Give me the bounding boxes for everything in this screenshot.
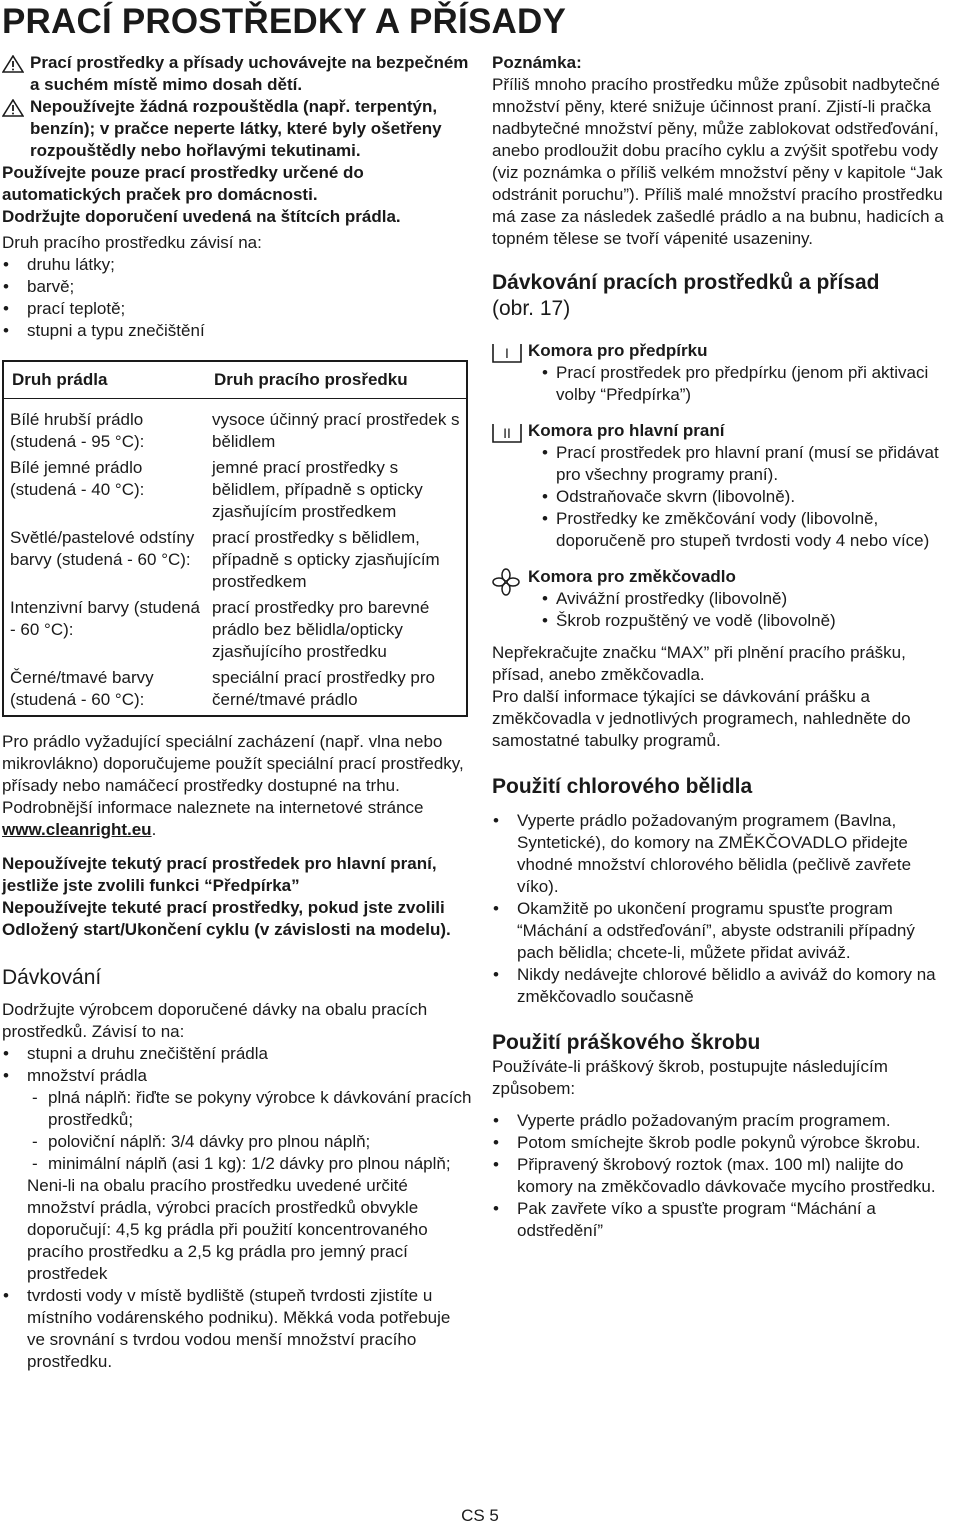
dosing-note: Neni-li na obalu pracího prostředku uvedené určité množství prádla, výrobci pracích prostředků obvykle doporučují: 4,5 kg prádla při použití koncentrovaného pracího prostředku a 2,5 kg prádla pro jemný prací prostředek — [27, 1176, 428, 1283]
list-item — [2, 1065, 472, 1087]
table-cell-laundry: Světlé/pastelové odstíny barvy (studená - 60 °C): — [10, 528, 195, 569]
warning-liquid-delay: Nepoužívejte tekuté prací prostředky, pokud jste zvolili Odložený start/Ukončení cyklu (v závislosti na modelu). — [2, 898, 451, 939]
table-header-row — [3, 361, 467, 399]
dosage-heading-text: Dávkování pracích prostředků a přísad — [492, 271, 880, 294]
svg-text:I: I — [505, 345, 509, 361]
list-item: - plná náplň: řiďte se pokyny výrobce k dávkování pracích prostředků; — [29, 1087, 472, 1131]
max-mark-text: Nepřekračujte značku “MAX” při plnění pracího prášku, přísad, anebo změkčovadla. — [492, 643, 906, 684]
right-column — [492, 52, 954, 1242]
special-care-text: Pro prádlo vyžadující speciální zacházení (např. vlna nebo mikrovlákno) doporučujeme použít speciální prací prostředky, přísady nebo namáčecí prostředky dostupné na trhu. — [2, 732, 464, 795]
warning-solvents-text: Nepoužívejte žádná rozpouštědla (např. terpentýn, benzín); v pračce neperte látky, které byly ošetřeny rozpouštědly nebo hořlavými tekutinami. — [30, 97, 442, 160]
depends-intro: Druh pracího prostředku závisí na: — [2, 233, 262, 252]
more-info-label: Podrobnější informace naleznete na internetové stránce — [2, 798, 424, 817]
compartment-softener-list — [528, 588, 954, 632]
dosing-intro: Dodržujte výrobcem doporučené dávky na obalu pracích prostředků. Závisí to na: — [2, 1000, 428, 1041]
compartment-mainwash — [492, 420, 954, 552]
instruction-care-labels: Dodržujte doporučení uvedená na štítcích prádla. — [2, 207, 401, 226]
detergent-table — [2, 360, 468, 717]
list-item: • Okamžitě po ukončení programu spusťte program “Máchání a odstřeďování”, abyste odstranili případný pach bělidla; chcete-li, můžete přidat aviváž. — [492, 898, 954, 964]
warning-storage — [2, 52, 472, 96]
table-cell-detergent: vysoce účinný prací prostředek s bělidlem — [212, 410, 460, 451]
compartment-prewash-list — [528, 362, 954, 406]
list-item: • Prací prostředek pro předpírku (jenom při aktivaci volby “Předpírka”) — [542, 362, 954, 406]
warning-icon — [2, 55, 24, 73]
warning-solvents — [2, 96, 472, 162]
page-number: CS 5 — [461, 1506, 499, 1525]
list-item: • barvě; — [2, 276, 472, 298]
more-info-text — [2, 797, 472, 841]
list-item: - poloviční náplň: 3/4 dávky pro plnou náplň; — [29, 1131, 472, 1153]
starch-heading: Použití práškového škrobu — [492, 1031, 761, 1054]
table-cell-laundry: Černé/tmavé barvy (studená - 60 °C): — [10, 668, 154, 709]
dosing-list — [2, 1043, 472, 1087]
table-cell-detergent: jemné prací prostředky s bělidlem, případně s opticky zjasňujícím prostředkem — [212, 458, 423, 521]
table-cell-laundry: Bílé hrubší prádlo (studená - 95 °C): — [10, 410, 145, 451]
note-heading: Poznámka: — [492, 53, 582, 72]
table-cell-laundry: Intenzivní barvy (studená - 60 °C): — [10, 598, 200, 639]
list-item: • stupni a druhu znečištění prádla — [2, 1043, 472, 1065]
list-item: • Odstraňovače skvrn (libovolně). — [542, 486, 954, 508]
chlorine-heading: Použití chlorového bělidla — [492, 775, 753, 798]
compartment-prewash-title: Komora pro předpírku — [528, 341, 708, 360]
list-item: • Avivážní prostředky (libovolně) — [542, 588, 954, 610]
table-row — [3, 597, 467, 667]
compartment-mainwash-title: Komora pro hlavní praní — [528, 421, 725, 440]
flower-icon — [492, 568, 520, 596]
left-column — [2, 52, 472, 1373]
dosing-heading: Dávkování — [2, 966, 102, 989]
list-item: • Připravený škrobový roztok (max. 100 ml) nalijte do komory na změkčovadlo dávkovače mycího prostředku. — [492, 1154, 954, 1198]
list-item: - minimální náplň (asi 1 kg): 1/2 dávky pro plnou náplň; — [29, 1153, 472, 1175]
warning-liquid-prewash: Nepoužívejte tekutý prací prostředek pro hlavní praní, jestliže jste zvolili funkci “Předpírka” — [2, 854, 437, 895]
list-item: • Prací prostředek pro hlavní praní (musí se přidávat pro všechny programy praní). — [542, 442, 954, 486]
list-item: • Prostředky ke změkčování vody (libovolně, doporučeně pro stupeň tvrdosti vody 4 nebo více) — [542, 508, 954, 552]
further-info-text: Pro další informace týkajíci se dávkování prášku a změkčovadla v jednotlivých programech, nahledněte do samostatné tabulky programů. — [492, 687, 911, 750]
chlorine-list — [492, 810, 954, 1008]
dosing-load-list — [2, 1087, 472, 1175]
note-text: Příliš mnoho pracího prostředku může způsobit nadbytečné množství pěny, které snižuje účinnost praní. Zjistí-li pračka nadbytečné množství pěny, může zablokovat odstřeďování, anebo prodloužit dobu pracího cyklu a zvýšit spotřebu vody (viz poznámka o příliš velkém množství pěny v kapitole “Jak odstránit poruchu”). Příliš malé množství pracího prostředku má zase za následek zašedlé prádlo a na bubnu, hadicích a topném tělese se tvoří vápenité usazeniny. — [492, 75, 944, 248]
list-item: • Vyperte prádlo požadovaným programem (Bavlna, Syntetické), do komory na ZMĚKČOVADLO přidejte vhodné množství chlorového bělidla (pečlivě zavřete víko). — [492, 810, 954, 898]
compartment-mainwash-list — [528, 442, 954, 552]
table-row — [3, 457, 467, 527]
list-item: • Potom smíchejte škrob podle pokynů výrobce škrobu. — [492, 1132, 954, 1154]
table-row — [3, 667, 467, 716]
dosing-list-2 — [2, 1285, 472, 1373]
list-item: • druhu látky; — [2, 254, 472, 276]
more-info-dot: . — [151, 820, 157, 839]
list-item: • prací teplotě; — [2, 298, 472, 320]
starch-list — [492, 1110, 954, 1242]
warning-storage-text: Prací prostředky a přísady uchovávejte na bezpečném a suchém místě mimo dosah dětí. — [30, 53, 469, 94]
warning-icon — [2, 99, 24, 117]
table-row — [3, 527, 467, 597]
list-item: • tvrdosti vody v místě bydliště (stupeň tvrdosti zjistíte u místního vodárenského podniku). Měkká voda potřebuje ve srovnání s tvrdou vodou menší množství pracího prostředku. — [2, 1285, 472, 1373]
starch-intro: Používáte-li práškový škrob, postupujte následujícím způsobem: — [492, 1057, 888, 1098]
page-title: PRACÍ PROSTŘEDKY A PŘÍSADY — [2, 2, 566, 41]
compartment-prewash — [492, 340, 954, 406]
list-item: • Vyperte prádlo požadovaným pracím programem. — [492, 1110, 954, 1132]
list-item: • stupni a typu znečištění — [2, 320, 472, 342]
table-header-detergent: Druh pracího prosředku — [206, 361, 467, 399]
compartment-softener-title: Komora pro změkčovadlo — [528, 567, 736, 586]
instruction-household-detergent: Používejte pouze prací prostředky určené do automatických praček pro domácnosti. — [2, 163, 364, 204]
list-item: • Pak zavřete víko a spusťte program “Máchání a odstředění” — [492, 1198, 954, 1242]
dosage-figure-ref: (obr. 17) — [492, 297, 571, 320]
table-header-laundry: Druh prádla — [3, 361, 206, 399]
table-row — [3, 399, 467, 458]
table-cell-detergent: prací prostředky pro barevné prádlo bez bělidla/opticky zjasňujícího prostředku — [212, 598, 430, 661]
compartment-i-icon — [492, 342, 522, 364]
compartment-ii-icon — [492, 422, 522, 444]
depends-list — [2, 254, 472, 342]
svg-text:II: II — [503, 425, 511, 441]
compartment-softener — [492, 566, 954, 632]
dosage-heading — [492, 270, 954, 322]
table-cell-laundry: Bílé jemné prádlo (studená - 40 °C): — [10, 458, 145, 499]
dosing-amount-label: množství prádla — [27, 1066, 147, 1085]
list-item: • Nikdy nedávejte chlorové bělidlo a aviváž do komory na změkčovadlo současně — [492, 964, 954, 1008]
table-cell-detergent: prací prostředky s bělidlem, případně s opticky zjasňujícím prostředkem — [212, 528, 440, 591]
table-cell-detergent: speciální prací prostředky pro černé/tmavé prádlo — [212, 668, 435, 709]
list-item: • Škrob rozpuštěný ve vodě (libovolně) — [542, 610, 954, 632]
cleanright-link[interactable]: www.cleanright.eu — [2, 820, 152, 839]
